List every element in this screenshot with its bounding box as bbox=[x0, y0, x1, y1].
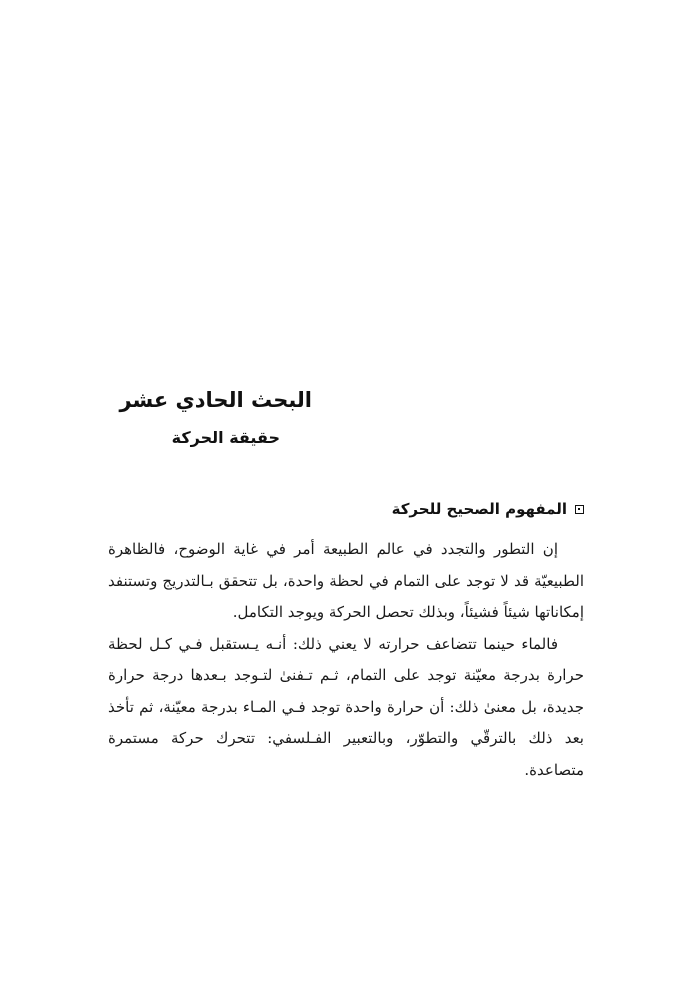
section-heading bbox=[392, 500, 584, 518]
paragraph-2: فالماء حينما تتضاعف حرارته لا يعني ذلك: أنـه يـستقبل فـي كـل لحظة حرارة بدرجة معيّنة توجد على التمام، ثـم تـفنىٰ لتـوجد بـعدها درجة حرارة جديدة، بل معنىٰ ذلك: أن حرارة واحدة توجد فـي المـاء بدرجة معيّنة، ثم تأخذ بعد ذلك بالترقّي والتطوّر، وبالتعبير الفـلسفي: تتحرك حركة مستمرة متصاعدة. bbox=[108, 634, 584, 779]
body-text bbox=[108, 534, 584, 786]
chapter-title: البحث الحادي عشر bbox=[119, 388, 312, 412]
chapter-subtitle: حقيقة الحركة bbox=[171, 428, 280, 447]
section-heading-text: المفهوم الصحيح للحركة bbox=[391, 500, 567, 518]
paragraph-1: إن التطور والتجدد في عالم الطبيعة أمر في غاية الوضوح، فالظاهرة الطبيعيّة قد لا توجد على التمام في لحظة واحدة، بل تتحقق بـالتدريج وتستنفد إمكاناتها شيئاً فشيئاً، وبذلك تحصل الحركة ويوجد التكامل. bbox=[108, 540, 584, 621]
square-bullet-icon bbox=[575, 505, 584, 514]
